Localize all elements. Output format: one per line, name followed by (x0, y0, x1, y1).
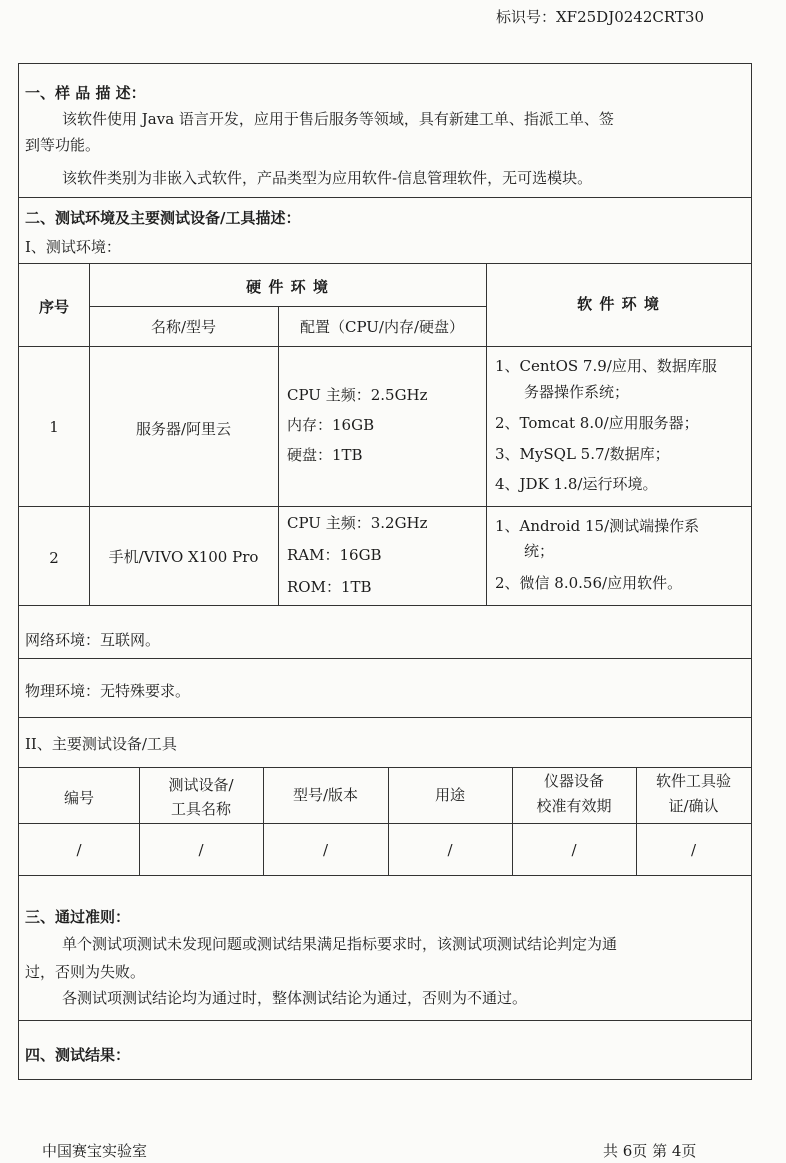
env-row-2-name: 手机/VIVO X100 Pro (108, 548, 259, 566)
section-2-title: 二、测试环境及主要测试设备/工具描述： (25, 209, 301, 227)
divider-env-r1 (19, 346, 751, 347)
env-row-1-software-3: 3、MySQL 5.7/数据库； (495, 445, 670, 463)
env-row-1-software-2: 2、Tomcat 8.0/应用服务器； (495, 414, 699, 432)
physical-environment: 物理环境：无特殊要求。 (25, 682, 191, 700)
document-id: 标识号：XF25DJ0242CRT30 (496, 8, 704, 26)
tool-header-device-1: 测试设备/ (168, 776, 234, 794)
env-row-1-software-1: 1、CentOS 7.9/应用、数据库服 (495, 357, 717, 375)
env-row-1-no: 1 (49, 418, 59, 436)
env-row-1-config-mem: 内存：16GB (287, 416, 375, 434)
divider-env-r2 (19, 506, 751, 507)
env-row-2-software-1b: 统； (524, 542, 555, 560)
network-environment: 网络环境：互联网。 (25, 631, 161, 649)
tool-header-model: 型号/版本 (292, 786, 359, 804)
tool-cell-2: / (198, 841, 204, 859)
tool-cell-6: / (690, 841, 697, 859)
section-1-para-1-line-2: 到等功能。 (25, 136, 101, 154)
env-row-1-config-disk: 硬盘：1TB (287, 446, 363, 464)
section-1-title: 一、样 品 描 述： (25, 84, 146, 102)
env-row-1-config-cpu: CPU 主频：2.5GHz (287, 386, 428, 404)
env-row-2-software-1: 1、Android 15/测试端操作系 (495, 517, 700, 535)
divider-1 (19, 197, 751, 198)
tool-header-verify-1: 软件工具验 (655, 772, 731, 790)
divider-criteria (19, 1020, 751, 1021)
section-3-title: 三、通过准则： (25, 908, 131, 926)
tool-header-calib-1: 仪器设备 (543, 772, 604, 790)
tool-header-verify-2: 证/确认 (668, 797, 719, 815)
divider-network (19, 658, 751, 659)
divider-tool-head (19, 823, 751, 824)
tool-cell-3: / (322, 841, 329, 859)
env-col-3 (486, 263, 487, 605)
section-2-sub-1: I、测试环境： (25, 238, 121, 256)
env-row-1-software-4: 4、JDK 1.8/运行环境。 (495, 475, 658, 493)
divider-tool-bottom (19, 875, 751, 876)
env-row-1-name: 服务器/阿里云 (135, 420, 232, 438)
tool-cell-4: / (447, 841, 453, 859)
divider-env-head (89, 306, 486, 307)
env-header-hardware: 硬 件 环 境 (246, 278, 329, 296)
tool-header-device-2: 工具名称 (170, 800, 231, 818)
section-3-para-2: 各测试项测试结论均为通过时，整体测试结论为通过，否则为不通过。 (62, 989, 528, 1007)
divider-env-top (19, 263, 751, 264)
env-header-software: 软 件 环 境 (577, 295, 660, 313)
footer-page-number: 共 6页 第 4页 (603, 1142, 697, 1160)
section-3-para-1-line-1: 单个测试项测试未发现问题或测试结果满足指标要求时，该测试项测试结论判定为通 (62, 935, 618, 953)
env-col-2 (278, 306, 279, 605)
section-1-para-1-line-1: 该软件使用 Java 语言开发，应用于售后服务等领域，具有新建工单、指派工单、签 (62, 110, 614, 128)
tool-header-no: 编号 (63, 789, 94, 807)
tool-header-purpose: 用途 (434, 786, 465, 804)
env-row-2-config-cpu: CPU 主频：3.2GHz (287, 514, 428, 532)
divider-physical (19, 717, 751, 718)
env-row-2-software-2: 2、微信 8.0.56/应用软件。 (495, 574, 683, 592)
footer-lab-name: 中国赛宝实验室 (42, 1142, 148, 1160)
section-2-sub-2: II、主要测试设备/工具 (25, 735, 177, 753)
env-row-2-config-ram: RAM：16GB (287, 546, 382, 564)
tool-cell-1: / (76, 841, 82, 859)
env-row-2-config-rom: ROM：1TB (287, 578, 372, 596)
tool-cell-5: / (571, 841, 577, 859)
tool-header-calib-2: 校准有效期 (536, 797, 612, 815)
env-header-no: 序号 (38, 298, 69, 316)
section-1-para-2: 该软件类别为非嵌入式软件，产品类型为应用软件-信息管理软件，无可选模块。 (62, 169, 593, 187)
section-3-para-1-line-2: 过，否则为失败。 (25, 963, 146, 981)
env-row-1-software-1b: 务器操作系统； (524, 383, 630, 401)
divider-tool-top (19, 767, 751, 768)
section-4-title: 四、测试结果： (25, 1046, 131, 1064)
env-header-config: 配置（CPU/内存/硬盘） (299, 318, 465, 336)
env-header-name: 名称/型号 (150, 318, 217, 336)
env-row-2-no: 2 (49, 549, 59, 567)
divider-env-bottom (19, 605, 751, 606)
